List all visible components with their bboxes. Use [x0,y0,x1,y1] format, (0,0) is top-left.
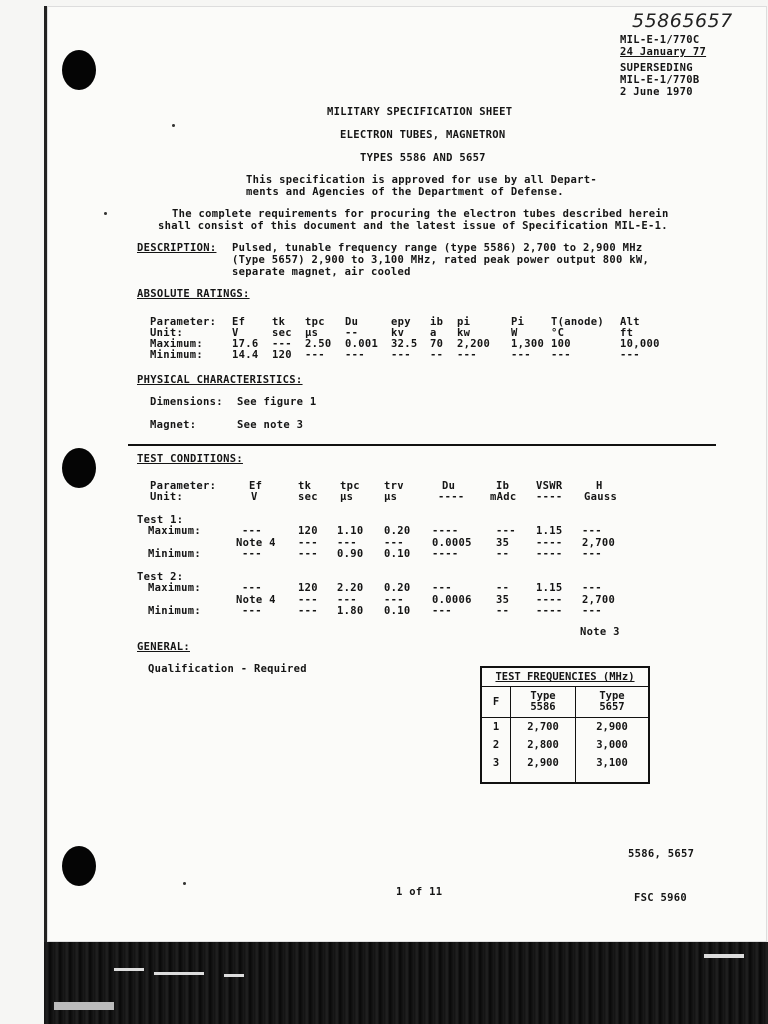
test-conditions-heading: TEST CONDITIONS: [137,453,243,465]
test-param-header: tk [298,480,312,492]
general-heading: GENERAL: [137,641,190,653]
test-unit-header: µs [340,491,354,503]
abs-cell: T(anode) [551,316,604,328]
test-param-header: VSWR [536,480,563,492]
abs-cell: -- [345,327,359,339]
type-5586-value: 2,800 [527,739,559,751]
abs-cell: epy [391,316,411,328]
test-min-label: Minimum: [148,548,201,560]
f-value: 1 [492,721,500,733]
col-5657-header: Type 5657 [576,687,650,718]
test-cell: ---- [536,536,563,549]
test-cell: ---- [536,548,563,560]
test-param-header: Ib [496,480,510,492]
abs-cell: --- [457,349,477,361]
abs-cell: °C [551,327,565,339]
doc-date: 24 January 77 [620,46,707,58]
abs-cell: ft [620,327,634,339]
col-5586-header: Type 5586 [511,687,576,718]
punch-hole-bottom [62,846,96,886]
test-label: Test 2: [137,571,184,583]
test-cell: --- [432,582,452,594]
test-frequencies-title: TEST FREQUENCIES (MHz) [481,667,649,687]
test-cell: --- [582,548,602,560]
test-unit-header: V [251,491,258,503]
test-param-header: Du [442,480,456,492]
abs-cell: ib [430,316,444,328]
punch-hole-top [62,50,96,90]
abs-cell: sec [272,327,292,339]
abs-row-label: Unit: [150,327,184,339]
test-param-label: Parameter: [150,480,217,492]
f-value: 2 [492,739,500,751]
test-cell: ---- [432,548,459,560]
test-cell: -- [496,605,510,617]
abs-cell: --- [305,349,325,361]
abs-row-label: Maximum: [150,338,203,350]
fsc-code: FSC 5960 [634,892,687,904]
test-cell: -- [496,582,510,594]
abs-cell: Pi [511,316,525,328]
test-cell: --- [242,605,262,617]
test-cell: 0.10 [384,605,411,617]
test-cell: --- [384,536,404,549]
section-divider [128,444,716,446]
type-5657-value: 3,100 [596,757,628,769]
title-line-3: TYPES 5586 AND 5657 [360,152,486,164]
doc-id: MIL-E-1/770C [620,34,700,46]
abs-cell: a [430,327,437,339]
test-unit-header: mAdc [490,491,517,503]
superseded-date: 2 June 1970 [620,86,693,98]
test-cell: 35 [496,536,510,549]
test-label: Test 1: [137,514,184,526]
test-cell: 2.20 [337,582,364,594]
test-cell: --- [337,536,357,549]
abs-cell: --- [551,349,571,361]
test-param-header: tpc [340,480,360,492]
test-cell: 0.0006 [432,593,472,606]
abs-cell: --- [391,349,411,361]
abs-cell: --- [620,349,640,361]
type-5586-value: 2,700 [527,721,559,733]
abs-cell: 17.6 [232,338,259,350]
f-values [481,718,511,784]
abs-cell: 1,300 [511,338,545,350]
test-cell: 0.10 [384,548,411,560]
dimensions-value: See figure 1 [237,396,317,408]
test-cell: ---- [536,593,563,606]
type-5657-value: 3,000 [596,739,628,751]
description-label: DESCRIPTION: [137,242,217,254]
test-cell: --- [298,605,318,617]
footer-types: 5586, 5657 [628,848,695,860]
abs-cell: µs [305,327,319,339]
handwritten-number: 55865657 [632,10,733,32]
test-param-header: H [596,480,603,492]
test-cell: --- [242,582,262,594]
test-cell: ---- [432,525,459,537]
test-cell: --- [582,605,602,617]
test-cell: 0.20 [384,582,411,594]
abs-cell: tpc [305,316,325,328]
abs-cell: tk [272,316,286,328]
qualification-text: Qualification - Required [148,663,307,675]
type-5657-values [576,718,650,784]
abs-cell: --- [345,349,365,361]
test-cell: --- [298,593,318,606]
punch-hole-middle [62,448,96,488]
test-cell: 0.90 [337,548,364,560]
test-max-label: Maximum: [148,525,201,537]
abs-cell: -- [430,349,444,361]
requirements-line-1: The complete requirements for procuring the electron tubes described herein [172,208,669,220]
test-cell: Note 4 [236,593,276,606]
dimensions-label: Dimensions: [150,396,223,408]
test-cell: 0.0005 [432,536,472,549]
scan-edge-bottom [44,942,768,1024]
abs-cell: kv [391,327,405,339]
test-cell: --- [242,548,262,560]
test-min-label: Minimum: [148,605,201,617]
test-unit-header: ---- [536,491,563,503]
test-cell: --- [337,593,357,606]
description-line-3: separate magnet, air cooled [232,266,411,278]
abs-cell: 2.50 [305,338,332,350]
test-cell: Note 4 [236,536,276,549]
abs-cell: 10,000 [620,338,660,350]
superseded-id: MIL-E-1/770B [620,74,700,86]
abs-cell: Ef [232,316,246,328]
test-cell: -- [496,548,510,560]
test-cell: --- [432,605,452,617]
requirements-line-2: shall consist of this document and the latest issue of Specification MIL-E-1. [158,220,668,232]
abs-cell: pi [457,316,471,328]
abs-row-label: Minimum: [150,349,203,361]
test-unit-header: µs [384,491,398,503]
test-note: Note 3 [580,626,620,638]
abs-cell: --- [272,338,292,350]
scan-speck [183,882,186,885]
description-line-1: Pulsed, tunable frequency range (type 5586) 2,700 to 2,900 MHz [232,242,643,254]
approval-line-2: ments and Agencies of the Department of Defense. [246,186,564,198]
test-cell: --- [242,525,262,537]
test-cell: 1.15 [536,582,563,594]
abs-cell: 2,200 [457,338,491,350]
test-unit-header: sec [298,491,318,503]
test-cell: --- [582,525,602,537]
abs-row-label: Parameter: [150,316,217,328]
test-cell: --- [496,525,516,537]
test-cell: --- [298,536,318,549]
test-max-label: Maximum: [148,582,201,594]
test-cell: 35 [496,593,510,606]
abs-cell: kw [457,327,471,339]
test-cell: 1.80 [337,605,364,617]
test-param-header: Ef [249,480,263,492]
test-cell: --- [298,548,318,560]
abs-cell: W [511,327,518,339]
abs-cell: V [232,327,239,339]
magnet-label: Magnet: [150,419,197,431]
scan-speck [172,124,175,127]
document-page [44,6,767,942]
test-cell: --- [582,582,602,594]
test-cell: 1.10 [337,525,364,537]
col-f-header: F [481,687,511,718]
abs-cell: 100 [551,338,571,350]
absolute-ratings-heading: ABSOLUTE RATINGS: [137,288,250,300]
test-cell: ---- [536,605,563,617]
test-unit-header: ---- [438,491,465,503]
magnet-value: See note 3 [237,419,304,431]
abs-cell: 70 [430,338,444,350]
abs-cell: --- [511,349,531,361]
type-5586-value: 2,900 [527,757,559,769]
approval-line-1: This specification is approved for use by all Depart- [246,174,597,186]
test-cell: 120 [298,525,318,537]
abs-cell: Alt [620,316,640,328]
scan-speck [104,212,107,215]
test-cell: 2,700 [582,593,616,606]
abs-cell: 0.001 [345,338,379,350]
test-cell: --- [384,593,404,606]
physical-heading: PHYSICAL CHARACTERISTICS: [137,374,303,386]
page-number: 1 of 11 [396,886,443,898]
abs-cell: 32.5 [391,338,418,350]
superseding-label: SUPERSEDING [620,62,693,74]
test-unit-label: Unit: [150,491,184,503]
test-cell: 2,700 [582,536,616,549]
test-cell: 1.15 [536,525,563,537]
test-unit-header: Gauss [584,491,618,503]
abs-cell: 120 [272,349,292,361]
f-value: 3 [492,757,500,769]
abs-cell: Du [345,316,359,328]
abs-cell: 14.4 [232,349,259,361]
title-line-2: ELECTRON TUBES, MAGNETRON [340,129,506,141]
title-line-1: MILITARY SPECIFICATION SHEET [327,106,513,118]
test-cell: 120 [298,582,318,594]
type-5586-values [511,718,576,784]
type-5657-value: 2,900 [596,721,628,733]
description-line-2: (Type 5657) 2,900 to 3,100 MHz, rated peak power output 800 kW, [232,254,650,266]
test-param-header: trv [384,480,404,492]
test-cell: 0.20 [384,525,411,537]
test-frequencies-table [480,666,650,784]
